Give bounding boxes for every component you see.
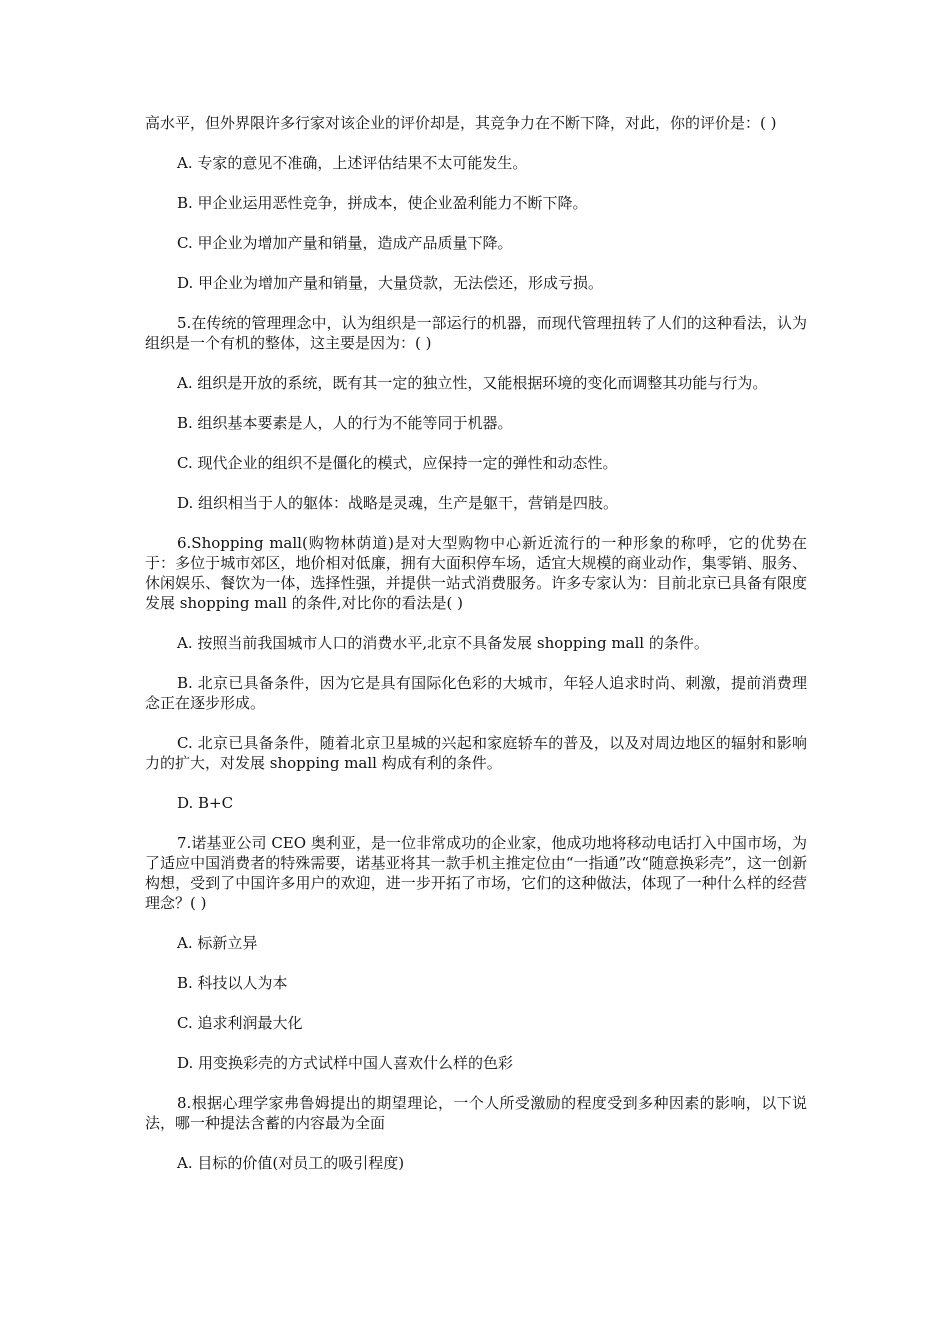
q6-option-b: B. 北京已具备条件，因为它是具有国际化色彩的大城市，年轻人追求时尚、刺激，提前消费理念正在逐步形成。: [145, 674, 807, 712]
q6-option-d: D. B+C: [177, 794, 234, 812]
question-5: 5.在传统的管理理念中，认为组织是一部运行的机器，而现代管理扭转了人们的这种看法，认为组织是一个有机的整体，这主要是因为：( ): [145, 314, 807, 352]
q5-option-a: A. 组织是开放的系统，既有其一定的独立性，又能根据环境的变化而调整其功能与行为。: [177, 374, 768, 392]
question-7: 7.诺基亚公司 CEO 奥利亚，是一位非常成功的企业家，他成功地将移动电话打入中国市场，为了适应中国消费者的特殊需要，诺基亚将其一款手机主推定位由“一指通”改“随意换彩壳”，这一创新构想，受到了中国许多用户的欢迎，进一步开拓了市场，它们的这种做法，体现了一种什么样的经营理念？( ): [145, 834, 807, 912]
q7-option-a: A. 标新立异: [177, 934, 258, 952]
q7-option-b: B. 科技以人为本: [177, 974, 288, 992]
question-6: 6.Shopping mall(购物林荫道)是对大型购物中心新近流行的一种形象的称呼，它的优势在于：多位于城市郊区，地价相对低廉，拥有大面积停车场，适宜大规模的商业动作，集零销、服务、休闲娱乐、餐饮为一体，选择性强，并提供一站式消费服务。许多专家认为：目前北京已具备有限度发展 shopping mall 的条件,对比你的看法是( ): [145, 534, 807, 612]
q4-option-b: B. 甲企业运用恶性竞争，拼成本，使企业盈利能力不断下降。: [177, 194, 588, 212]
question-8: 8.根据心理学家弗鲁姆提出的期望理论，一个人所受激励的程度受到多种因素的影响，以下说法，哪一种提法含蓄的内容最为全面: [145, 1094, 807, 1132]
q7-option-c: C. 追求利润最大化: [177, 1014, 303, 1032]
q8-option-a: A. 目标的价值(对员工的吸引程度): [177, 1154, 405, 1172]
q4-option-d: D. 甲企业为增加产量和销量，大量贷款，无法偿还，形成亏损。: [177, 274, 604, 292]
q7-option-d: D. 用变换彩壳的方式试样中国人喜欢什么样的色彩: [177, 1054, 514, 1072]
document-body: [145, 113, 807, 1193]
q5-option-b: B. 组织基本要素是人，人的行为不能等同于机器。: [177, 414, 513, 432]
q5-option-d: D. 组织相当于人的躯体：战略是灵魂，生产是躯干，营销是四肢。: [177, 494, 619, 512]
q5-option-c: C. 现代企业的组织不是僵化的模式，应保持一定的弹性和动态性。: [177, 454, 618, 472]
q6-option-c: C. 北京已具备条件，随着北京卫星城的兴起和家庭轿车的普及，以及对周边地区的辐射和影响力的扩大，对发展 shopping mall 构成有利的条件。: [145, 734, 807, 772]
q4-option-c: C. 甲企业为增加产量和销量，造成产品质量下降。: [177, 234, 513, 252]
q6-option-a: A. 按照当前我国城市人口的消费水平,北京不具备发展 shopping mall 的条件。: [177, 634, 709, 652]
q4-option-a: A. 专家的意见不准确，上述评估结果不太可能发生。: [177, 154, 528, 172]
paragraph-continuation: 高水平，但外界限许多行家对该企业的评价却是，其竞争力在不断下降，对此，你的评价是：( ): [145, 114, 777, 132]
